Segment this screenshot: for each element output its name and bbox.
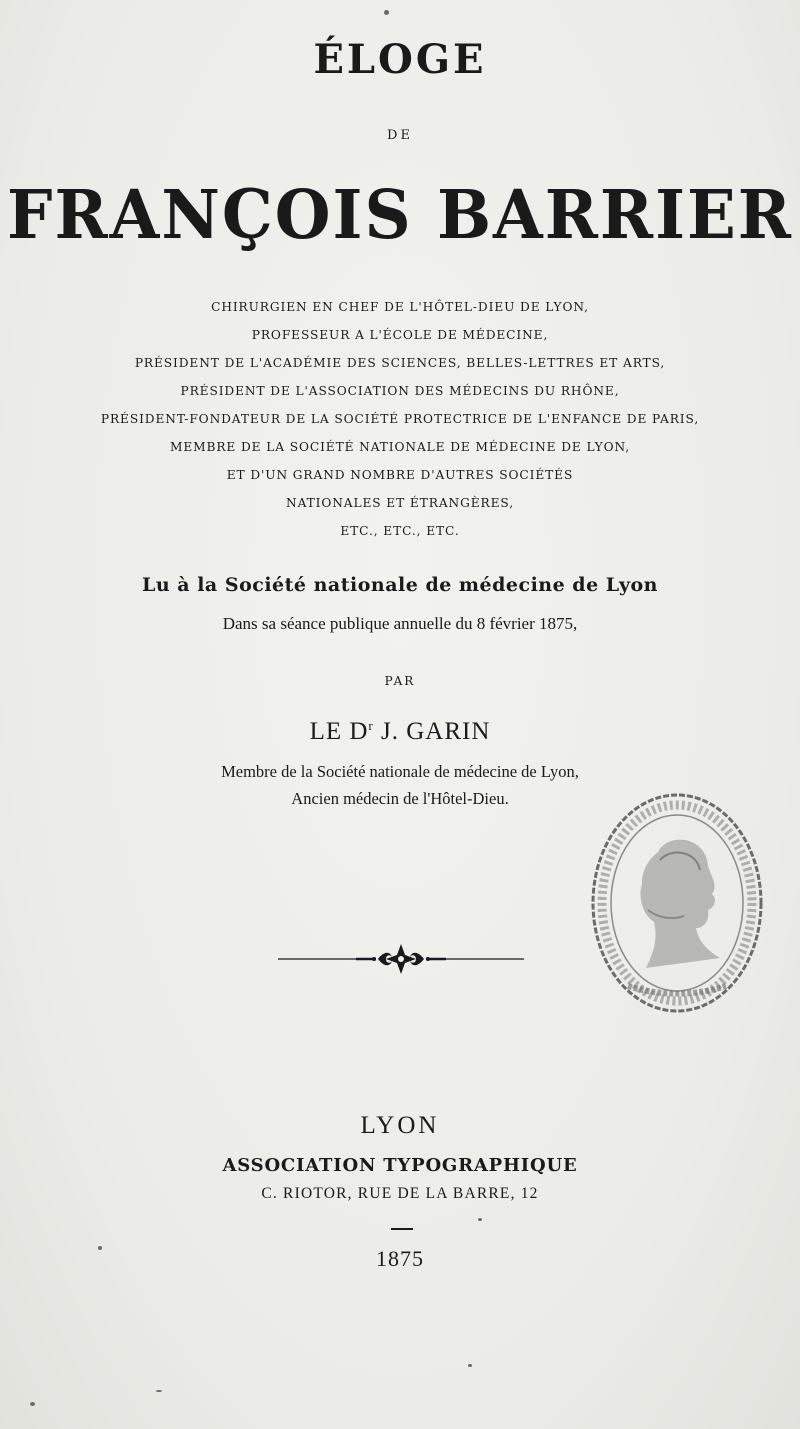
imprint-rule xyxy=(391,1228,413,1230)
paper-speck xyxy=(384,10,389,15)
imprint-year: 1875 xyxy=(376,1246,424,1271)
author-prefix: LE D xyxy=(309,718,369,745)
qualification-line: PRÉSIDENT DE L'ACADÉMIE DES SCIENCES, BELLES-LETTRES ET ARTS, xyxy=(134,356,666,370)
author-title-line: Ancien médecin de l'Hôtel-Dieu. xyxy=(291,789,509,808)
qualification-line: CHIRURGIEN EN CHEF DE L'HÔTEL-DIEU DE LYON, xyxy=(211,300,589,314)
ornament-divider-icon xyxy=(278,942,524,976)
title-eloge: ÉLOGE xyxy=(313,36,487,83)
qualification-line: MEMBRE DE LA SOCIÉTÉ NATIONALE DE MÉDECINE DE LYON, xyxy=(169,440,631,454)
paper-speck xyxy=(478,1218,482,1221)
qualification-line: NATIONALES ET ÉTRANGÈRES, xyxy=(286,496,514,510)
qualification-line: PROFESSEUR A L'ÉCOLE DE MÉDECINE, xyxy=(251,328,549,342)
imprint-publisher: ASSOCIATION TYPOGRAPHIQUE xyxy=(222,1155,578,1176)
author-name xyxy=(0,718,800,746)
author-title-sup: r xyxy=(368,718,374,733)
title-de: DE xyxy=(387,128,413,143)
par-label: PAR xyxy=(384,674,416,688)
author-title-line: Membre de la Société nationale de médecine de Lyon, xyxy=(221,762,579,781)
read-at-line: Lu à la Société nationale de médecine de Lyon xyxy=(142,574,658,596)
qualification-line: ET D'UN GRAND NOMBRE D'AUTRES SOCIÉTÉS xyxy=(226,468,574,482)
paper-speck xyxy=(468,1364,472,1367)
subject-name: FRANÇOIS BARRIER xyxy=(7,176,793,255)
author-surname: J. GARIN xyxy=(381,718,491,745)
qualification-line: ETC., ETC., ETC. xyxy=(340,524,460,538)
imprint-address: C. RIOTOR, RUE DE LA BARRE, 12 xyxy=(261,1185,539,1202)
paper-speck xyxy=(156,1390,162,1392)
library-stamp-icon xyxy=(588,790,766,1016)
paper-speck xyxy=(30,1402,35,1406)
session-line: Dans sa séance publique annuelle du 8 février 1875, xyxy=(222,614,578,633)
qualification-line: PRÉSIDENT DE L'ASSOCIATION DES MÉDECINS DU RHÔNE, xyxy=(180,384,620,398)
paper-speck xyxy=(98,1246,102,1250)
qualification-line: PRÉSIDENT-FONDATEUR DE LA SOCIÉTÉ PROTECTRICE DE L'ENFANCE DE PARIS, xyxy=(100,412,700,426)
imprint-city: LYON xyxy=(360,1112,440,1139)
